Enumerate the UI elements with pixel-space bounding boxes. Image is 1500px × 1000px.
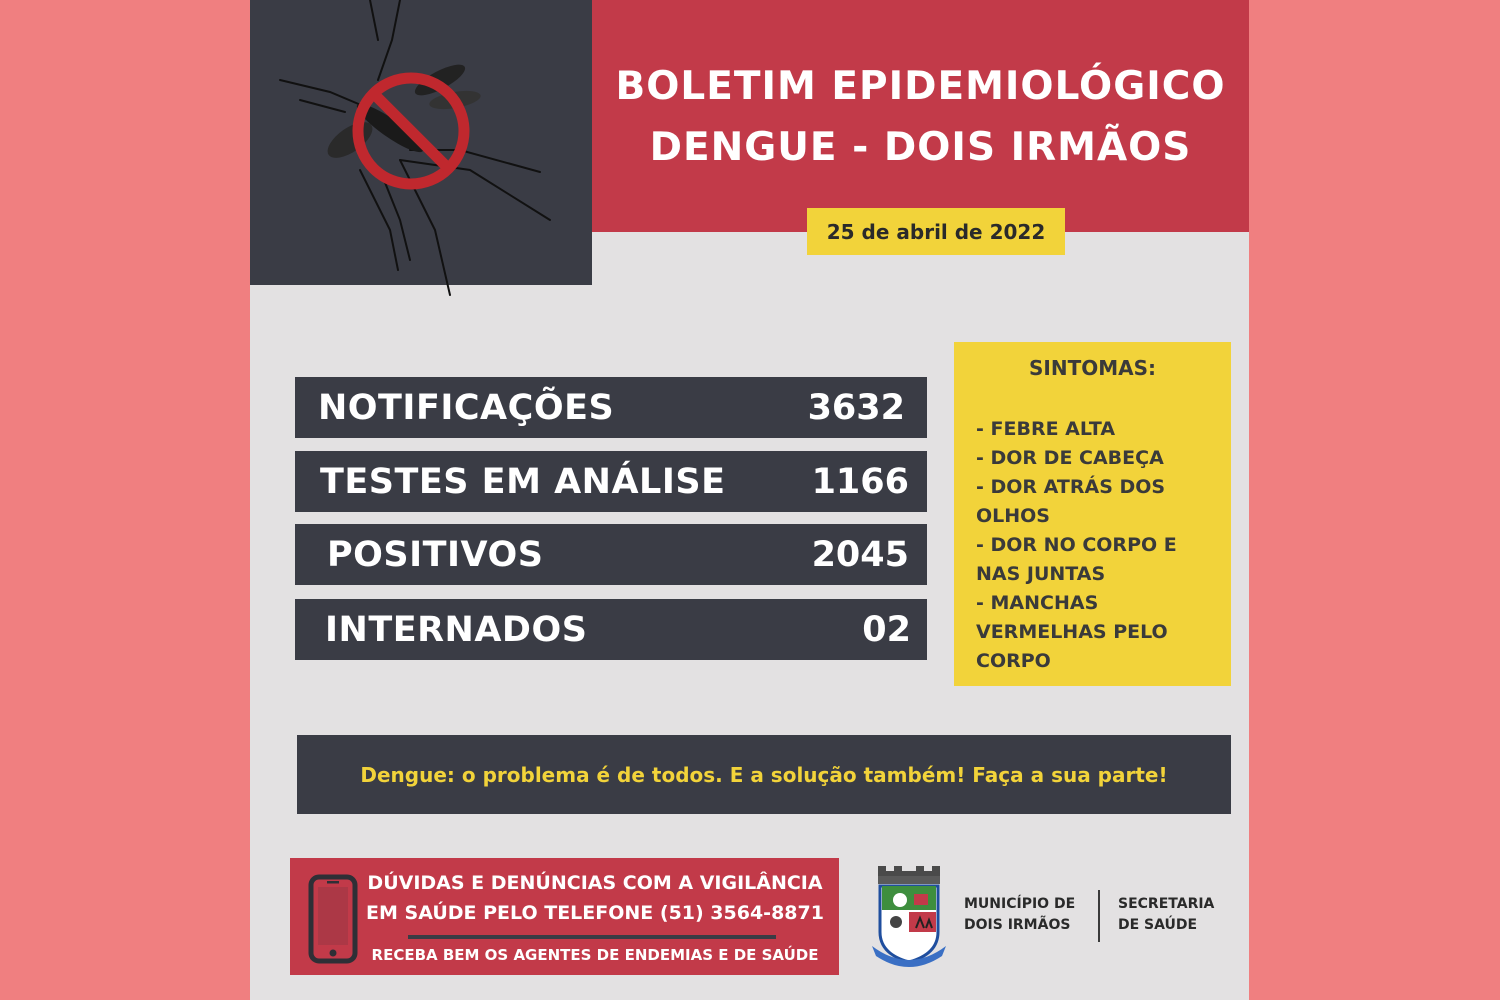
symptoms-box: [954, 342, 1231, 686]
municipal-coat-of-arms-icon: [868, 862, 950, 974]
bulletin-subtitle: DENGUE - DOIS IRMÃOS: [649, 125, 1192, 170]
stat-label: POSITIVOS: [327, 534, 544, 575]
slogan-banner: Dengue: o problema é de todos. E a solução também! Faça a sua parte!: [297, 735, 1231, 814]
stat-label: TESTES EM ANÁLISE: [320, 461, 726, 502]
org-municipio-line1: MUNICÍPIO DE: [964, 896, 1076, 912]
mosquito-panel: [250, 0, 592, 285]
smartphone-icon: [308, 874, 358, 964]
title-panel: [592, 0, 1249, 232]
bulletin-title: BOLETIM EPIDEMIOLÓGICO: [615, 64, 1226, 109]
stat-row-positivos: [295, 524, 927, 585]
symptom-item: - DOR DE CABEÇA: [976, 447, 1164, 469]
symptom-item: - MANCHAS VERMELHAS PELO CORPO: [976, 592, 1168, 672]
org-secretaria-line1: SECRETARIA: [1118, 896, 1215, 912]
symptom-item: - FEBRE ALTA: [976, 418, 1116, 440]
stat-row-internados: [295, 599, 927, 660]
symptom-item: - DOR NO CORPO E NAS JUNTAS: [976, 534, 1177, 585]
contact-note: RECEBA BEM OS AGENTES DE ENDEMIAS E DE SAÚDE: [371, 946, 819, 964]
org-secretaria: [1118, 894, 1214, 936]
org-municipio: [964, 894, 1075, 936]
symptoms-title: SINTOMAS:: [1028, 356, 1156, 380]
symptom-item: - DOR ATRÁS DOS OLHOS: [976, 476, 1166, 527]
contact-phone-text: EM SAÚDE PELO TELEFONE (51) 3564-8871: [366, 902, 824, 924]
symptoms-list: [976, 415, 1216, 676]
contact-box: [290, 858, 839, 975]
stat-row-notificacoes: [295, 377, 927, 438]
stat-value: 2045: [811, 534, 909, 575]
stat-value: 1166: [811, 461, 909, 502]
divider: [408, 935, 776, 939]
org-separator: [1098, 890, 1100, 942]
bulletin-poster: [250, 0, 1249, 1000]
stat-row-testes: [295, 451, 927, 512]
stat-value: 3632: [807, 387, 905, 428]
org-secretaria-line2: DE SAÚDE: [1118, 917, 1198, 933]
stat-label: NOTIFICAÇÕES: [318, 387, 615, 428]
org-municipio-line2: DOIS IRMÃOS: [964, 917, 1071, 933]
stat-label: INTERNADOS: [325, 609, 588, 650]
contact-text: DÚVIDAS E DENÚNCIAS COM A VIGILÂNCIA: [367, 872, 823, 894]
stat-value: 02: [862, 609, 911, 650]
prohibited-mosquito-icon: [250, 0, 592, 300]
date-badge: 25 de abril de 2022: [807, 208, 1065, 255]
